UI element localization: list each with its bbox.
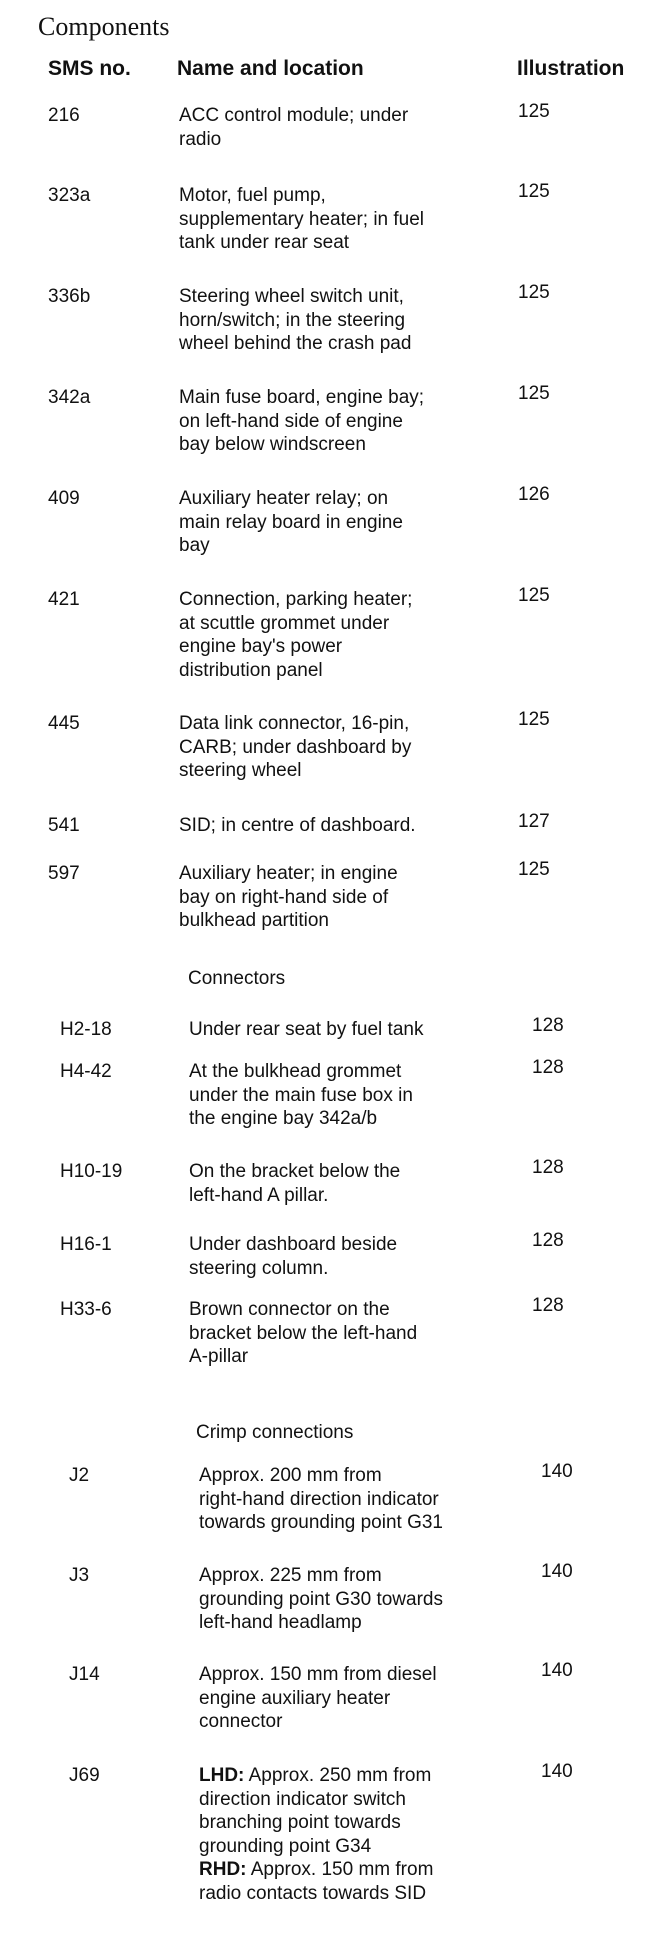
name-and-location — [179, 814, 416, 838]
description-line: connector — [199, 1711, 283, 1732]
description-line: Approx. 150 mm from diesel — [199, 1664, 437, 1685]
sms-number: J69 — [69, 1765, 100, 1786]
illustration-number: 128 — [532, 1057, 564, 1078]
description-line: under the main fuse box in — [189, 1084, 413, 1106]
sms-number: H10-19 — [60, 1161, 123, 1182]
sms-number: H33-6 — [60, 1299, 112, 1320]
sms-number: 597 — [48, 863, 80, 884]
name-and-location — [179, 386, 424, 457]
header-name-location: Name and location — [177, 57, 364, 80]
description-line: supplementary heater; in fuel — [179, 208, 425, 230]
header-illustration: Illustration — [517, 57, 625, 80]
description-line: RHD: Approx. 150 mm from — [199, 1859, 434, 1880]
description-line: Under dashboard beside — [189, 1234, 398, 1255]
name-and-location — [189, 1233, 397, 1280]
illustration-number: 125 — [518, 585, 550, 606]
sms-number: 336b — [48, 286, 91, 307]
description-line: CARB; under dashboard by — [179, 736, 412, 758]
sms-number: J14 — [69, 1664, 100, 1685]
page-title: Components — [38, 12, 170, 41]
description-line: engine auxiliary heater — [199, 1687, 391, 1709]
description-line: radio — [179, 128, 222, 150]
sms-number: 323a — [48, 185, 91, 206]
description-line: the engine bay 342a/b — [189, 1108, 378, 1129]
description-line: Auxiliary heater; in engine — [179, 863, 398, 884]
sms-number: H16-1 — [60, 1234, 112, 1255]
description-line: Auxiliary heater relay; on — [179, 488, 389, 509]
description-line: branching point towards — [199, 1812, 401, 1833]
description-line: SID; in centre of dashboard. — [179, 815, 416, 836]
illustration-number: 125 — [518, 282, 550, 303]
description-line: bay below windscreen — [179, 434, 366, 455]
illustration-number: 125 — [518, 101, 550, 122]
name-and-location — [189, 1160, 400, 1207]
sms-number: J2 — [69, 1465, 90, 1486]
description-line: distribution panel — [179, 659, 323, 681]
sms-number: 216 — [48, 105, 80, 126]
description-line: right-hand direction indicator — [199, 1488, 439, 1510]
connectors-heading: Connectors — [188, 968, 286, 989]
description-line: left-hand A pillar. — [189, 1184, 329, 1206]
description-line: grounding point G30 towards — [199, 1588, 443, 1610]
sms-number: 421 — [48, 589, 80, 610]
illustration-number: 140 — [541, 1761, 573, 1782]
description-line: grounding point G34 — [199, 1835, 372, 1857]
name-and-location — [179, 184, 424, 255]
illustration-number: 128 — [532, 1015, 564, 1036]
illustration-number: 126 — [518, 484, 550, 505]
description-line: Approx. 225 mm from — [199, 1565, 382, 1586]
sms-number: J3 — [69, 1565, 90, 1586]
illustration-number: 128 — [532, 1157, 564, 1178]
sms-number: 541 — [48, 815, 80, 836]
name-and-location — [179, 588, 412, 682]
description-line: steering column. — [189, 1257, 329, 1279]
name-and-location — [199, 1464, 443, 1535]
sms-number: 445 — [48, 713, 80, 734]
description-line: Approx. 200 mm from — [199, 1465, 382, 1486]
illustration-number: 140 — [541, 1660, 573, 1681]
description-line: towards grounding point G31 — [199, 1512, 443, 1533]
name-and-location — [179, 285, 411, 356]
description-line: horn/switch; in the steering — [179, 309, 406, 331]
description-line: main relay board in engine — [179, 511, 403, 533]
description-line: radio contacts towards SID — [199, 1882, 427, 1904]
illustration-number: 128 — [532, 1295, 564, 1316]
name-and-location — [179, 104, 408, 151]
description-line: bay — [179, 535, 210, 556]
sms-number: H2-18 — [60, 1019, 112, 1040]
name-and-location — [189, 1018, 423, 1042]
header-sms-no: SMS no. — [48, 57, 131, 80]
description-line: at scuttle grommet under — [179, 612, 390, 634]
description-line: engine bay's power — [179, 636, 343, 657]
description-line: bulkhead partition — [179, 910, 329, 931]
illustration-number: 125 — [518, 709, 550, 730]
description-line: Under rear seat by fuel tank — [189, 1019, 424, 1040]
name-and-location — [189, 1060, 413, 1131]
description-line: Data link connector, 16-pin, — [179, 713, 410, 734]
name-and-location — [189, 1298, 417, 1369]
name-and-location — [179, 487, 403, 558]
description-line: Main fuse board, engine bay; — [179, 387, 425, 408]
description-line: left-hand headlamp — [199, 1612, 362, 1633]
sms-number: H4-42 — [60, 1061, 112, 1082]
description-line: direction indicator switch — [199, 1788, 406, 1810]
description-line: Steering wheel switch unit, — [179, 286, 404, 307]
description-line: At the bulkhead grommet — [189, 1061, 402, 1082]
description-line: On the bracket below the — [189, 1161, 401, 1182]
sms-number: 342a — [48, 387, 91, 408]
description-line: on left-hand side of engine — [179, 410, 403, 432]
description-line: Brown connector on the — [189, 1299, 390, 1320]
description-line: A-pillar — [189, 1346, 249, 1367]
description-line: LHD: Approx. 250 mm from — [199, 1765, 432, 1786]
name-and-location — [199, 1764, 433, 1905]
illustration-number: 128 — [532, 1230, 564, 1251]
illustration-number: 125 — [518, 859, 550, 880]
description-line: tank under rear seat — [179, 232, 350, 253]
description-line: wheel behind the crash pad — [179, 333, 412, 354]
illustration-number: 125 — [518, 383, 550, 404]
description-line: Motor, fuel pump, — [179, 185, 326, 206]
name-and-location — [199, 1663, 437, 1734]
illustration-number: 140 — [541, 1561, 573, 1582]
illustration-number: 127 — [518, 811, 550, 832]
description-line: ACC control module; under — [179, 105, 409, 126]
description-line: bay on right-hand side of — [179, 886, 389, 908]
description-line: Connection, parking heater; — [179, 589, 413, 610]
description-line: steering wheel — [179, 760, 302, 781]
description-line: bracket below the left-hand — [189, 1322, 418, 1344]
illustration-number: 125 — [518, 181, 550, 202]
name-and-location — [199, 1564, 443, 1635]
sms-number: 409 — [48, 488, 80, 509]
name-and-location — [179, 712, 411, 783]
illustration-number: 140 — [541, 1461, 573, 1482]
name-and-location — [179, 862, 398, 933]
crimp-connections-heading: Crimp connections — [196, 1422, 354, 1443]
